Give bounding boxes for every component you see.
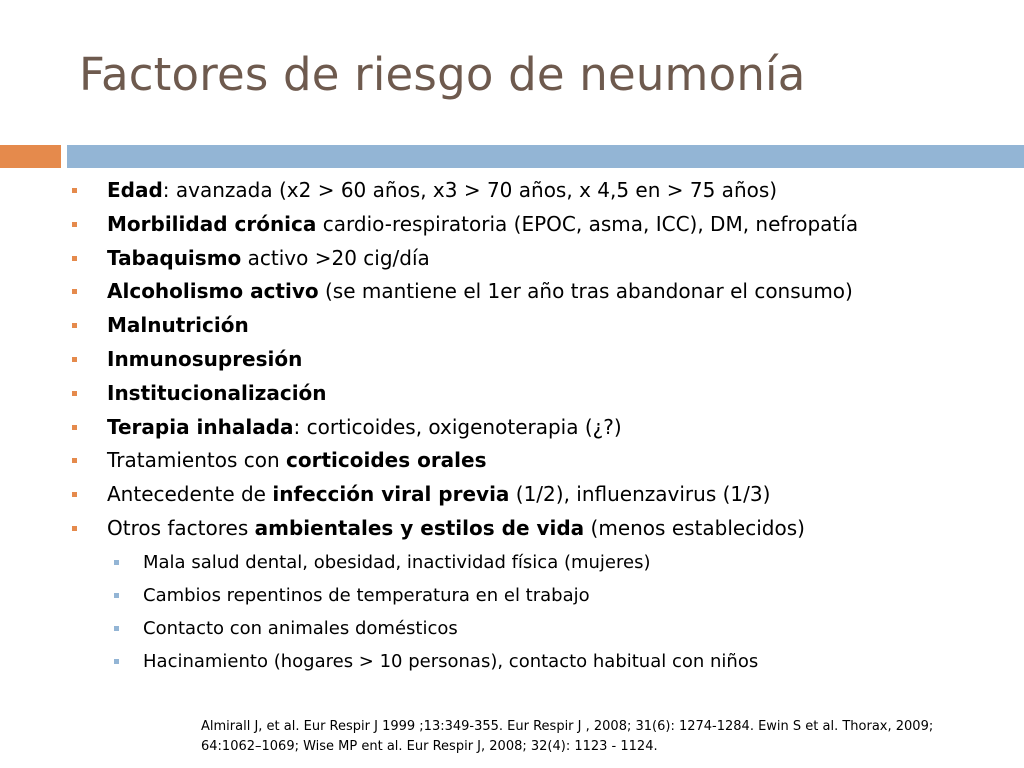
sub-item-text: Contacto con animales domésticos [143,617,458,639]
square-bullet-icon [114,626,119,631]
risk-factor-list [70,174,1010,546]
square-bullet-icon [72,323,77,328]
item-bold: Edad [107,178,163,202]
list-item [70,478,1010,512]
sub-list-item [70,579,1010,612]
square-bullet-icon [72,492,77,497]
list-item [70,377,1010,411]
item-bold: Morbilidad crónica [107,211,317,236]
item-bold: Inmunosupresión [107,346,303,371]
sub-item-text: Mala salud dental, obesidad, inactividad física (mujeres) [143,551,651,573]
sub-list-item [70,546,1010,579]
list-item [70,444,1010,478]
list-item [70,174,1010,208]
item-bold: Alcoholismo activo [107,279,319,304]
sub-item-text: Hacinamiento (hogares > 10 personas), contacto habitual con niños [143,650,759,672]
accent-bar-blue [67,145,1024,168]
sub-factor-list [70,546,1010,678]
list-item [70,275,1010,309]
sub-list-item [70,612,1010,645]
item-text: (menos establecidos) [584,515,805,540]
list-item [70,343,1010,377]
item-bold: Institucionalización [107,380,327,405]
square-bullet-icon [114,659,119,664]
square-bullet-icon [72,458,77,463]
square-bullet-icon [72,425,77,430]
item-bold: corticoides orales [286,448,487,473]
sub-item-text: Cambios repentinos de temperatura en el trabajo [143,584,590,606]
item-text: : corticoides, oxigenoterapia (¿?) [293,414,622,439]
item-prefix: Tratamientos con [107,448,286,473]
square-bullet-icon [72,188,77,193]
item-text: cardio-respiratoria (EPOC, asma, ICC), DM, nefropatía [316,211,859,236]
accent-bar-orange [0,145,61,168]
square-bullet-icon [114,560,119,565]
square-bullet-icon [72,289,77,294]
bullet-list-container [70,174,1010,678]
sub-list-item [70,645,1010,678]
item-bold: Malnutrición [107,313,249,338]
square-bullet-icon [72,526,77,531]
list-item [70,309,1010,343]
item-prefix: Antecedente de [107,482,273,507]
square-bullet-icon [72,222,77,227]
square-bullet-icon [72,256,77,261]
list-item [70,242,1010,276]
item-text: : avanzada (x2 > 60 años, x3 > 70 años, x 4,5 en > 75 años) [162,178,778,202]
reference-citation: Almirall J, et al. Eur Respir J 1999 ;13:349-355. Eur Respir J , 2008; 31(6): 1274-1284. Ewin S et al. Thorax, 2009; 64:1062–1069; Wise MP ent al. Eur Respir J, 2008; 32(4): 1123 - 1124. [201,719,934,754]
item-text: (se mantiene el 1er año tras abandonar el consumo) [318,279,853,304]
square-bullet-icon [114,593,119,598]
item-bold: ambientales y estilos de vida [254,515,585,540]
item-text: (1/2), influenzavirus (1/3) [509,482,771,507]
list-item [70,512,1010,546]
item-prefix: Otros factores [107,515,255,540]
square-bullet-icon [72,357,77,362]
item-bold: Tabaquismo [107,245,242,270]
list-item [70,208,1010,242]
item-bold: Terapia inhalada [107,414,294,439]
slide-title: Factores de riesgo de neumonía [79,48,806,101]
list-item [70,411,1010,445]
item-text: activo >20 cig/día [241,245,430,270]
square-bullet-icon [72,391,77,396]
item-bold: infección viral previa [272,482,510,507]
